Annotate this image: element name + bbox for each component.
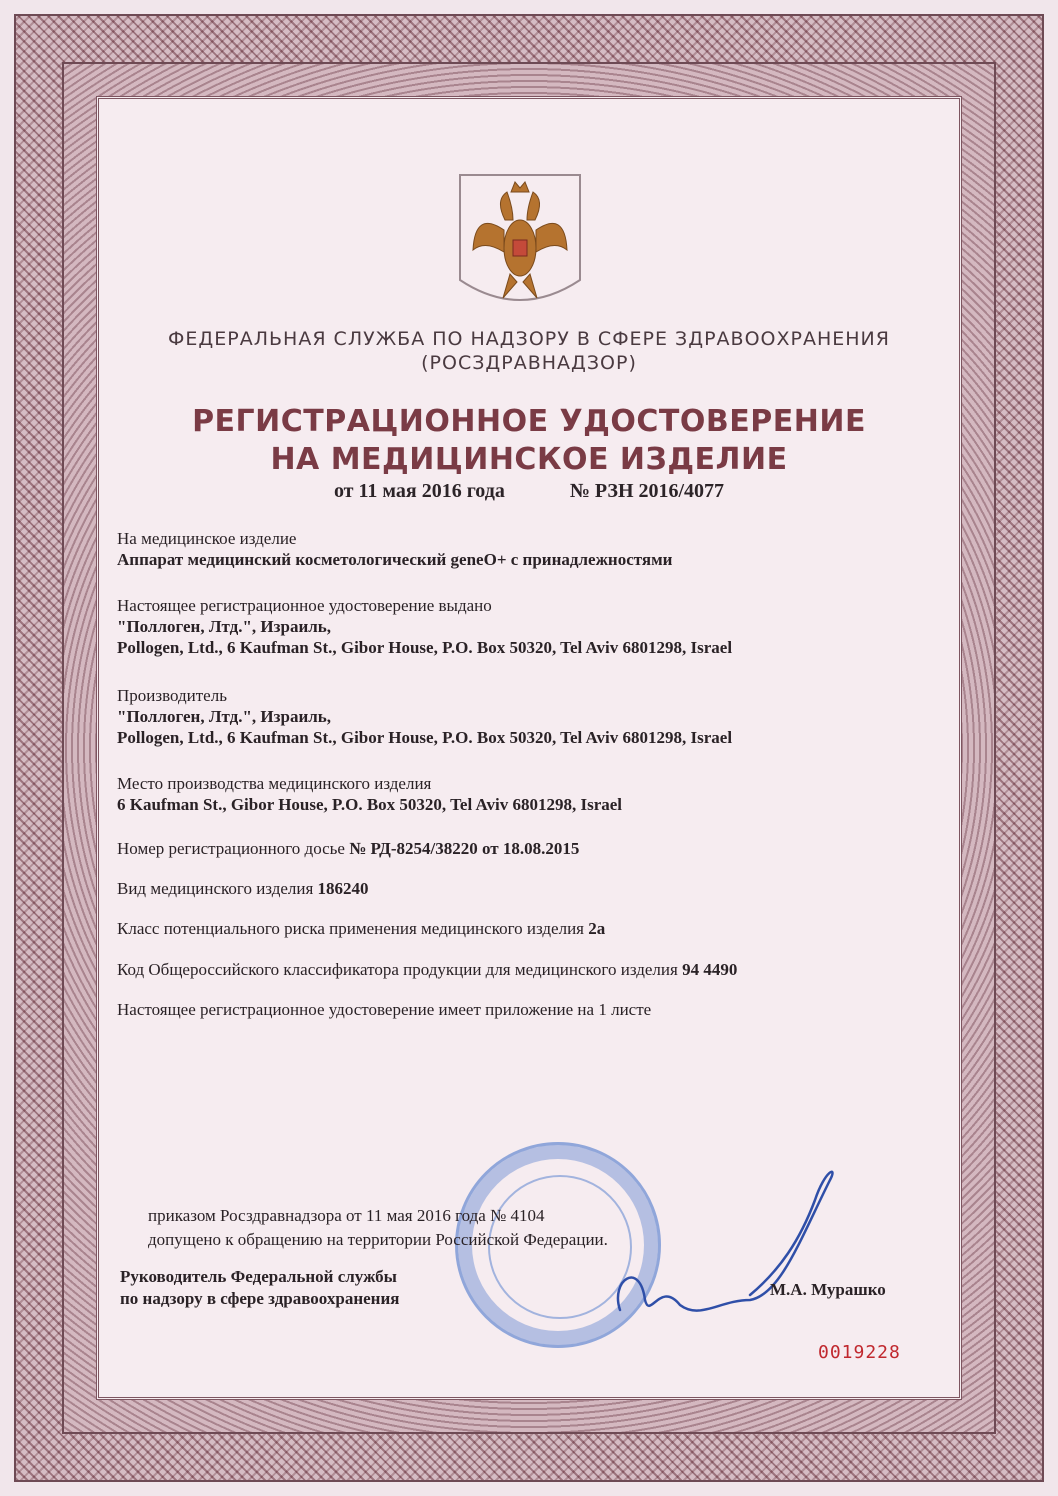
risk-class-label: Класс потенциального риска применения медицинского изделия xyxy=(117,919,584,938)
head-title xyxy=(120,1266,399,1310)
order-line2: допущено к обращению на территории Российской Федерации. xyxy=(148,1230,608,1249)
issue-date-and-number xyxy=(120,480,938,503)
appendix-note: Настоящее регистрационное удостоверение имеет приложение на 1 листе xyxy=(117,1000,652,1019)
issued-to-line1: "Поллоген, Лтд.", Израиль, xyxy=(117,617,332,636)
production-place-value: 6 Kaufman St., Gibor House, P.O. Box 50320, Tel Aviv 6801298, Israel xyxy=(117,795,623,814)
production-place-section xyxy=(117,773,917,815)
agency-abbreviation: (РОСЗДРАВНАДЗОР) xyxy=(421,352,637,374)
signature-icon xyxy=(600,1160,860,1330)
manufacturer-line2: Pollogen, Ltd., 6 Kaufman St., Gibor House, P.O. Box 50320, Tel Aviv 6801298, Israel xyxy=(117,728,733,747)
signer-name: М.А. Мурашко xyxy=(770,1280,886,1299)
registration-number: № РЗН 2016/4077 xyxy=(569,480,725,502)
issued-to-label: Настоящее регистрационное удостоверение выдано xyxy=(117,596,492,615)
coat-of-arms-icon xyxy=(455,170,585,320)
device-kind-label: Вид медицинского изделия xyxy=(117,879,314,898)
issued-to-line2: Pollogen, Ltd., 6 Kaufman St., Gibor House, P.O. Box 50320, Tel Aviv 6801298, Israel xyxy=(117,638,733,657)
head-title-line1: Руководитель Федеральной службы xyxy=(120,1267,397,1286)
order-line1: приказом Росздравнадзора от 11 мая 2016 года № 4104 xyxy=(148,1206,545,1225)
order-text xyxy=(148,1204,608,1252)
device-label: На медицинское изделие xyxy=(117,529,297,548)
dossier-label: Номер регистрационного досье xyxy=(117,839,345,858)
device-name: Аппарат медицинский косметологический geneO+ с принадлежностями xyxy=(117,550,673,569)
risk-class-value: 2а xyxy=(588,919,606,938)
device-kind-section xyxy=(117,878,917,899)
manufacturer-section xyxy=(117,685,917,748)
serial-number: 0019228 xyxy=(818,1342,901,1363)
issued-to-section xyxy=(117,595,917,658)
document-title-line2: НА МЕДИЦИНСКОЕ ИЗДЕЛИЕ xyxy=(270,442,788,477)
risk-class-section xyxy=(117,918,917,939)
dossier-value: № РД-8254/38220 от 18.08.2015 xyxy=(349,839,580,858)
manufacturer-line1: "Поллоген, Лтд.", Израиль, xyxy=(117,707,332,726)
okp-code-section xyxy=(117,959,917,980)
manufacturer-label: Производитель xyxy=(117,686,227,705)
issue-date: от 11 мая 2016 года xyxy=(333,480,505,502)
okp-code-label: Код Общероссийского классификатора продукции для медицинского изделия xyxy=(117,960,678,979)
dossier-section xyxy=(117,838,917,859)
agency-name: ФЕДЕРАЛЬНАЯ СЛУЖБА ПО НАДЗОРУ В СФЕРЕ ЗДРАВООХРАНЕНИЯ xyxy=(168,328,890,350)
device-section xyxy=(117,528,917,570)
device-kind-value: 186240 xyxy=(317,879,369,898)
document-title-line1: РЕГИСТРАЦИОННОЕ УДОСТОВЕРЕНИЕ xyxy=(192,404,866,439)
production-place-label: Место производства медицинского изделия xyxy=(117,774,432,793)
okp-code-value: 94 4490 xyxy=(682,960,738,979)
head-title-line2: по надзору в сфере здравоохранения xyxy=(120,1289,400,1308)
